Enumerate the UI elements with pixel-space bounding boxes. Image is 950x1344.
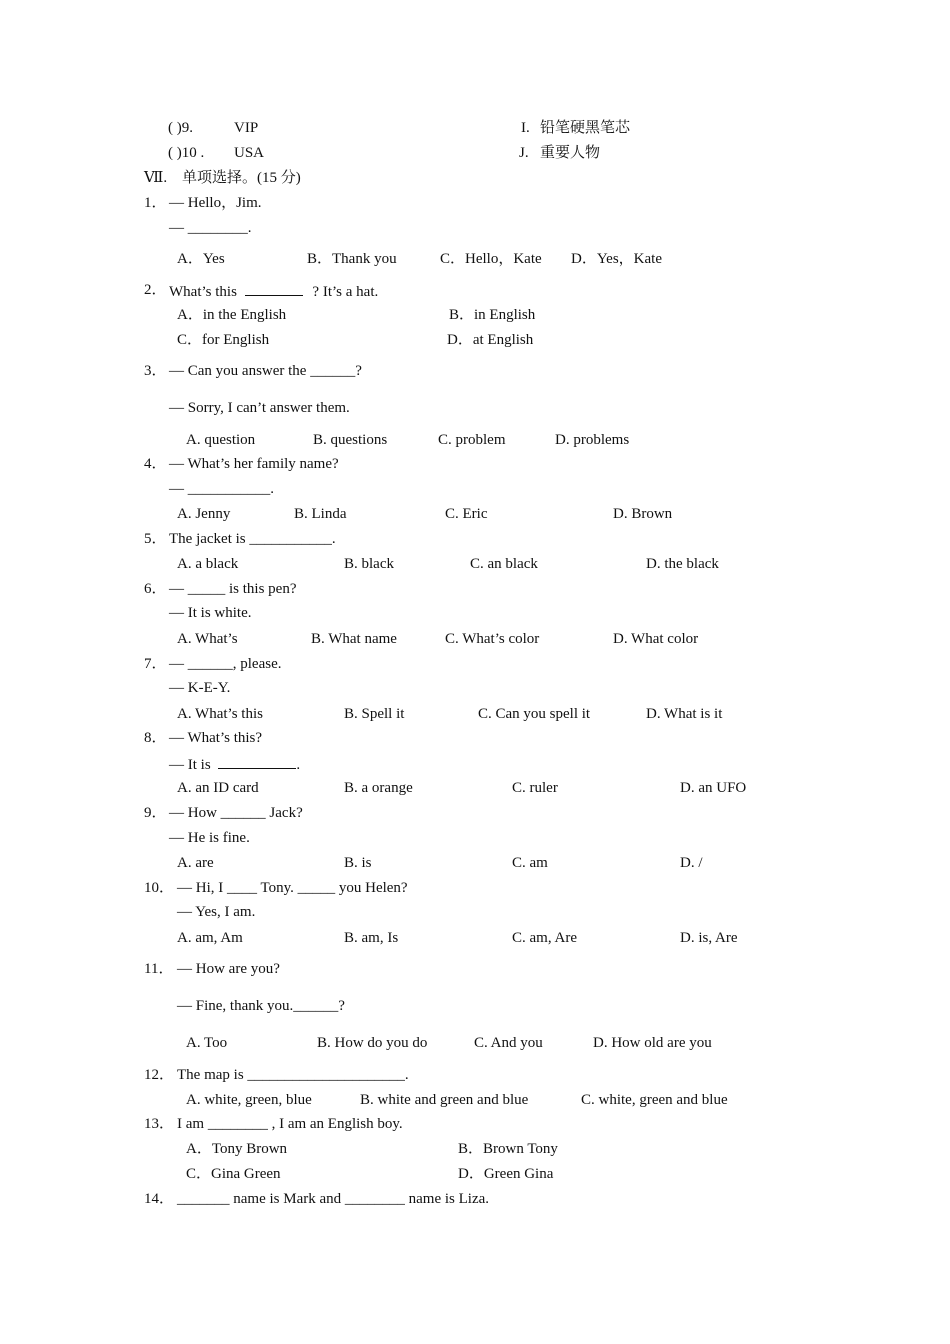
q8-line2 [169,754,300,774]
q10-number: 10． [144,880,175,896]
q1-line1: — Hello，Jim. [169,195,262,211]
q6-option-d: D. What color [613,631,699,647]
match-9-word: VIP [234,120,259,136]
q8-text-before: — It is [169,757,211,773]
q10-line2: — Yes, I am. [177,904,256,920]
match-10-paren: ( )10 . [168,145,205,161]
section-number: Ⅶ. [144,170,168,186]
q2-text-after: ? It’s a hat. [312,284,379,300]
q9-option-d: D. / [680,855,703,871]
q6-option-b: B. What name [311,631,397,647]
q6-number: 6． [144,581,167,597]
match-i-letter: I. [521,120,530,136]
q11-number: 11． [144,961,174,977]
match-10-word: USA [234,145,265,161]
q4-option-b: B. Linda [294,506,347,522]
q10-option-c: C. am, Are [512,930,577,946]
q2-line1 [169,281,378,301]
q6-option-a: A. What’s [177,631,238,647]
q4-line1: — What’s her family name? [169,456,339,472]
q11-line1: — How are you? [177,961,280,977]
q1-line2: — ________. [169,220,252,236]
q9-option-a: A. are [177,855,214,871]
q10-option-b: B. am, Is [344,930,399,946]
q9-option-b: B. is [344,855,372,871]
q13-line1: I am ________ , I am an English boy. [177,1116,403,1132]
q10-line1: — Hi, I ____ Tony. _____ you Helen? [177,880,408,896]
q3-number: 3． [144,363,167,379]
q7-line1: — ______, please. [169,656,282,672]
q11-option-d: D. How old are you [593,1035,712,1051]
q11-option-a: A. Too [186,1035,228,1051]
q7-option-a: A. What’s this [177,706,263,722]
q3-line2: — Sorry, I can’t answer them. [169,400,350,416]
q4-option-a: A. Jenny [177,506,231,522]
q6-line2: — It is white. [169,605,252,621]
q8-option-b: B. a orange [344,780,413,796]
q2-option-b: B．in English [449,307,536,323]
q13-option-a: A．Tony Brown [186,1141,288,1157]
q10-option-a: A. am, Am [177,930,243,946]
q5-option-c: C. an black [470,556,538,572]
q3-option-a: A. question [186,432,256,448]
q11-line2: — Fine, thank you.______? [177,998,345,1014]
q3-option-c: C. problem [438,432,506,448]
match-j-meaning: 重要人物 [540,145,601,161]
q10-option-d: D. is, Are [680,930,738,946]
q8-blank [218,754,296,769]
q12-option-a: A. white, green, blue [186,1092,312,1108]
q7-line2: — K-E-Y. [169,680,231,696]
match-9-paren: ( )9. [168,120,193,136]
q8-text-after: . [296,757,301,773]
q9-line2: — He is fine. [169,830,250,846]
section-title: 单项选择。(15 分) [182,170,301,186]
q12-number: 12． [144,1067,175,1083]
q12-line1: The map is _____________________. [177,1067,409,1083]
q2-option-a: A．in the English [177,307,287,323]
q3-option-b: B. questions [313,432,388,448]
q2-number: 2． [144,282,167,298]
q8-number: 8． [144,730,167,746]
q2-option-c: C．for English [177,332,270,348]
q5-option-d: D. the black [646,556,719,572]
q12-option-b: B. white and green and blue [360,1092,529,1108]
q13-number: 13． [144,1116,175,1132]
q5-number: 5． [144,531,167,547]
q5-option-a: A. a black [177,556,239,572]
q1-number: 1． [144,195,167,211]
q11-option-b: B. How do you do [317,1035,428,1051]
q7-number: 7． [144,656,167,672]
match-i-meaning: 铅笔硬黑笔芯 [540,120,631,136]
q9-line1: — How ______ Jack? [169,805,303,821]
q2-text-before: What’s this [169,284,237,300]
q1-option-c: C．Hello，Kate [440,251,542,267]
q8-option-a: A. an ID card [177,780,259,796]
q7-option-d: D. What is it [646,706,723,722]
q4-number: 4． [144,456,167,472]
q3-option-d: D. problems [555,432,630,448]
q11-option-c: C. And you [474,1035,543,1051]
q7-option-b: B. Spell it [344,706,405,722]
q5-option-b: B. black [344,556,394,572]
q6-line1: — _____ is this pen? [169,581,297,597]
q2-option-d: D．at English [447,332,534,348]
q1-option-a: A．Yes [177,251,225,267]
q9-number: 9． [144,805,167,821]
q12-option-c: C. white, green and blue [581,1092,728,1108]
q14-line1: _______ name is Mark and ________ name is Liza. [177,1191,490,1207]
q6-option-c: C. What’s color [445,631,540,647]
q1-option-d: D．Yes，Kate [571,251,662,267]
q5-line1: The jacket is ___________. [169,531,336,547]
q1-option-b: B．Thank you [307,251,397,267]
q4-line2: — ___________. [169,481,274,497]
q3-line1: — Can you answer the ______? [169,363,362,379]
q8-line1: — What’s this? [169,730,263,746]
q7-option-c: C. Can you spell it [478,706,591,722]
q13-option-b: B．Brown Tony [458,1141,558,1157]
q2-blank [245,281,303,296]
q4-option-d: D. Brown [613,506,673,522]
match-j-letter: J. [519,145,529,161]
q14-number: 14． [144,1191,175,1207]
q8-option-c: C. ruler [512,780,558,796]
q9-option-c: C. am [512,855,548,871]
q13-option-d: D．Green Gina [458,1166,554,1182]
q4-option-c: C. Eric [445,506,488,522]
q8-option-d: D. an UFO [680,780,747,796]
q13-option-c: C．Gina Green [186,1166,281,1182]
